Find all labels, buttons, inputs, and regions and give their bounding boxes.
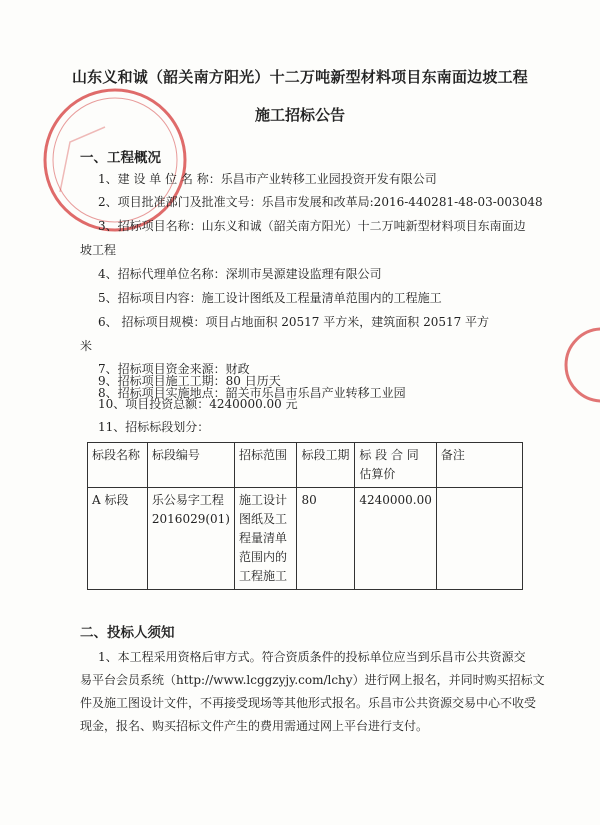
bid-section-table [87,442,523,590]
item-6: 6、 招标项目规模：项目占地面积 20517 平方米，建筑面积 20517 平方 [98,315,490,329]
table-header: 标段编号 [147,443,234,488]
item-3-cont: 坡工程 [80,243,117,257]
edge-seal-stamp [560,325,600,405]
table-cell: 施工设计图纸及工程量清单范围内的工程施工 [234,488,296,590]
table-cell: 80 [297,488,355,590]
table-cell: 乐公易字工程 2016029(01) [147,488,234,590]
section-2-heading: 二、投标人须知 [80,625,175,641]
item-6-cont: 米 [80,339,93,353]
item-5: 5、招标项目内容：施工设计图纸及工程量清单范围内的工程施工 [98,291,442,305]
item-3: 3、招标项目名称：山东义和诚（韶关南方阳光）十二万吨新型材料项目东南面边 [98,219,526,233]
table-cell: A 标段 [88,488,148,590]
table-header: 标 段 合 同 估算价 [355,443,437,488]
table-header: 标段名称 [88,443,148,488]
notice-para-line-3: 件及施工图设计文件，不再接受现场等其他形式报名。乐昌市公共资源交易中心不收受 [80,696,537,710]
table-header-row [88,443,523,488]
notice-para-line-1: 1、本工程采用资格后审方式。符合资质条件的投标单位应当到乐昌市公共资源交 [98,650,526,664]
item-2: 2、项目批准部门及批准文号：乐昌市发展和改革局:2016-440281-48-03-003048 [98,195,543,209]
item-9: 9、招标项目施工工期：80 日历天 [98,374,281,388]
notice-para-line-4: 现金，报名、购买招标文件产生的费用需通过网上平台进行支付。 [80,719,429,733]
notice-para-line-2: 易平台会员系统（http://www.lcggzyjy.com/lchy）进行网上报名，并同时购买招标文 [80,673,545,687]
title-line-1: 山东义和诚（韶关南方阳光）十二万吨新型材料项目东南面边坡工程 [71,68,528,86]
item-8: 8、招标项目实施地点：韶关市乐昌市乐昌产业转移工业园 [98,386,406,400]
table-header: 备注 [436,443,522,488]
table-row [88,488,523,590]
table-cell: 4240000.00 [355,488,437,590]
table-header: 招标范围 [234,443,296,488]
item-1: 1、建 设 单 位 名 称：乐昌市产业转移工业园投资开发有限公司 [98,172,437,186]
item-7: 7、招标项目资金来源：财政 [98,362,250,376]
item-4: 4、招标代理单位名称：深圳市昊源建设监理有限公司 [98,267,382,281]
section-1-heading: 一、工程概况 [80,150,161,166]
title-line-2: 施工招标公告 [254,106,345,124]
table-header: 标段工期 [297,443,355,488]
table-cell [436,488,522,590]
item-10: 10、项目投资总额：4240000.00 元 [98,397,298,411]
item-11: 11、招标标段划分： [98,420,210,434]
